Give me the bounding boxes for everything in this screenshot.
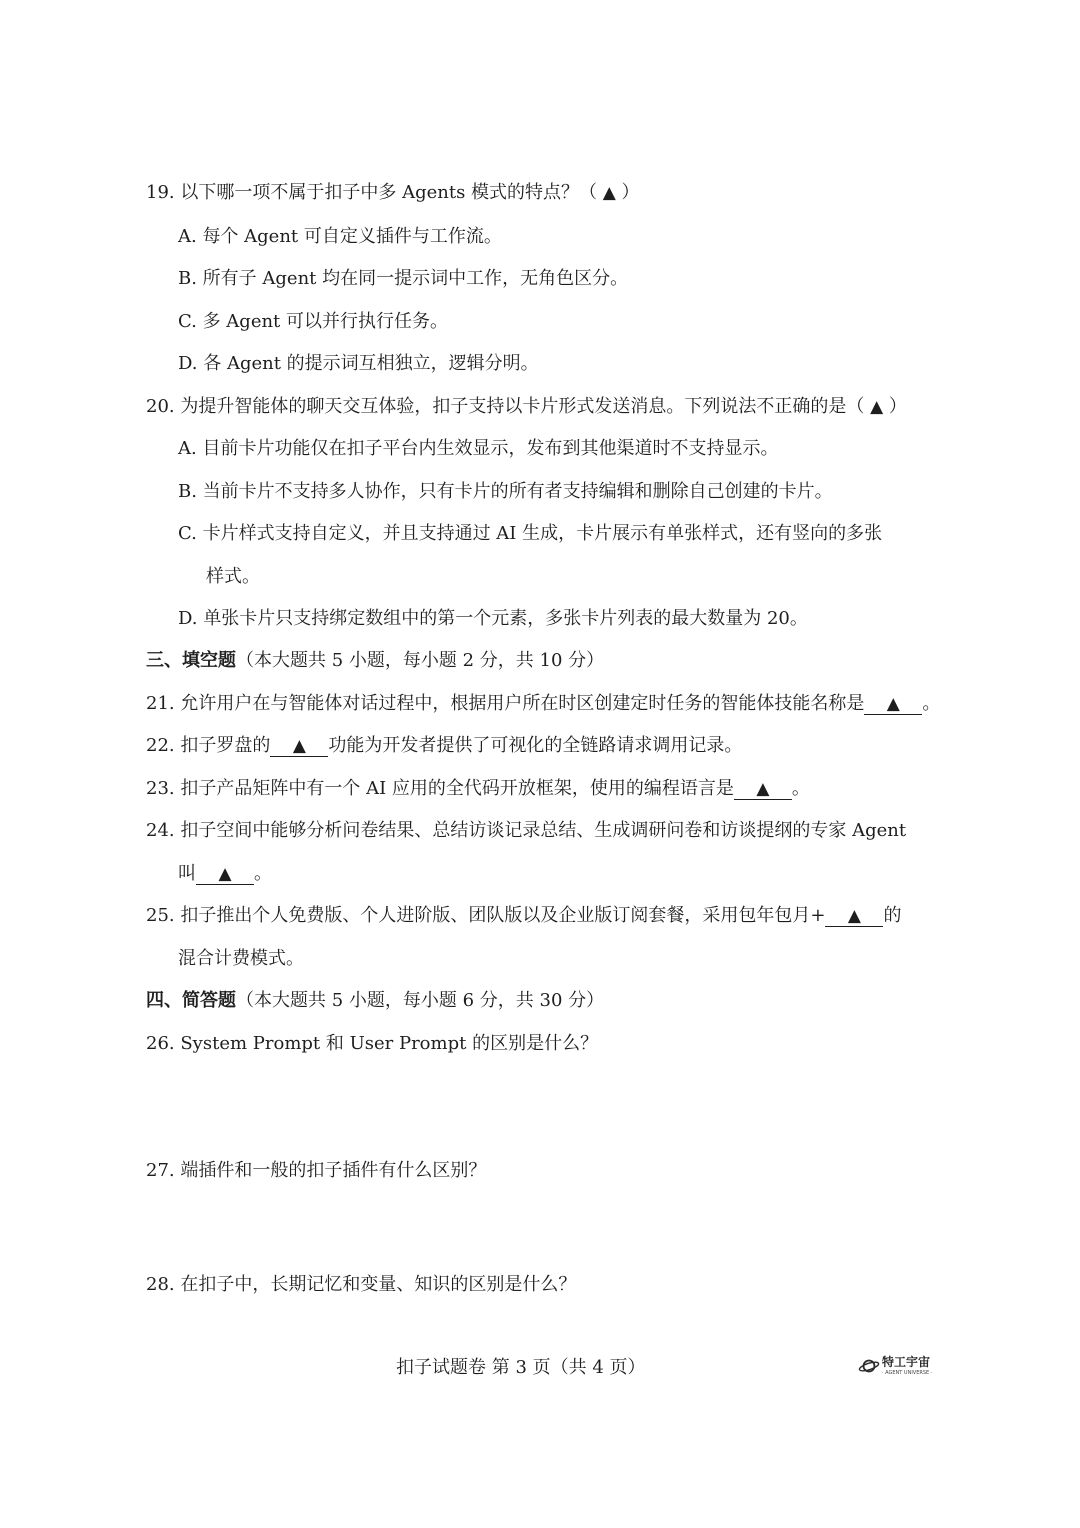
q19-option-d: D. 各 Agent 的提示词互相独立，逻辑分明。 (178, 353, 539, 374)
q20-stem (146, 395, 907, 419)
q20-option-d: D. 单张卡片只支持绑定数组中的第一个元素，多张卡片列表的最大数量为 20。 (178, 608, 808, 629)
answer-mark-icon: ▲ (756, 779, 770, 799)
section4-title: 四、简答题 (146, 990, 236, 1011)
q22-post: 功能为开发者提供了可视化的全链路请求调用记录。 (328, 735, 743, 756)
q23-blank (734, 779, 792, 800)
q23-text: 23. 扣子产品矩阵中有一个 AI 应用的全代码开放框架，使用的编程语言是 (146, 778, 734, 799)
section4-note: （本大题共 5 小题，每小题 6 分，共 30 分） (236, 990, 605, 1011)
q20-option-c-line1: C. 卡片样式支持自定义，并且支持通过 AI 生成，卡片展示有单张样式，还有竖向的多张 (178, 523, 883, 544)
answer-mark-icon: ▲ (602, 183, 616, 203)
q24-pre: 叫 (178, 863, 196, 884)
answer-mark-icon: ▲ (218, 864, 232, 884)
q21-end: 。 (922, 693, 941, 714)
logo-subtext: · AGENT UNIVERSE · (882, 1370, 933, 1376)
q23-end: 。 (791, 778, 810, 799)
q19-stem-text: 19. 以下哪一项不属于扣子中多 Agents 模式的特点？（ (146, 182, 603, 203)
q22-blank (270, 736, 328, 757)
q20-option-a: A. 目前卡片功能仅在扣子平台内生效显示，发布到其他渠道时不支持显示。 (178, 438, 779, 459)
section4-heading (146, 989, 604, 1013)
logo-text: 特工宇宙 (882, 1355, 931, 1369)
q22-pre: 22. 扣子罗盘的 (146, 735, 271, 756)
q25-blank (825, 906, 883, 927)
section3-heading (146, 649, 604, 673)
q24-line1: 24. 扣子空间中能够分析问卷结果、总结访谈记录总结、生成调研问卷和访谈提纲的专家 Agent (146, 820, 907, 841)
answer-mark-icon: ▲ (292, 736, 306, 756)
brand-logo (858, 1355, 940, 1381)
section3-title: 三、填空题 (146, 650, 236, 671)
q25-text: 25. 扣子推出个人免费版、个人进阶版、团队版以及企业版订阅套餐，采用包年包月+ (146, 905, 826, 926)
q24-end: 。 (254, 863, 272, 884)
q28: 28. 在扣子中，长期记忆和变量、知识的区别是什么？ (146, 1274, 577, 1295)
q24-blank (196, 864, 254, 885)
answer-mark-icon: ▲ (886, 694, 900, 714)
q19-option-c: C. 多 Agent 可以并行执行任务。 (178, 311, 449, 332)
q25-line2: 混合计费模式。 (178, 948, 304, 969)
q19-stem (146, 181, 640, 205)
q20-stem-end: ） (883, 396, 907, 417)
q20-stem-text: 20. 为提升智能体的聊天交互体验，扣子支持以卡片形式发送消息。下列说法不正确的是（ (146, 396, 871, 417)
q23 (146, 777, 810, 801)
q24-line2 (178, 862, 272, 886)
q22 (146, 734, 742, 758)
section3-note: （本大题共 5 小题，每小题 2 分，共 10 分） (236, 650, 605, 671)
q19-option-b: B. 所有子 Agent 均在同一提示词中工作，无角色区分。 (178, 268, 629, 289)
planet-logo-icon (858, 1357, 880, 1375)
q26: 26. System Prompt 和 User Prompt 的区别是什么？ (146, 1033, 599, 1054)
q20-option-c-line2: 样式。 (206, 566, 260, 587)
q21-text: 21. 允许用户在与智能体对话过程中，根据用户所在时区创建定时任务的智能体技能名称是 (146, 693, 865, 714)
q25-post: 的 (883, 905, 902, 926)
q25-line1 (146, 904, 901, 928)
q21-blank (864, 694, 922, 715)
q20-option-b: B. 当前卡片不支持多人协作，只有卡片的所有者支持编辑和删除自己创建的卡片。 (178, 481, 833, 502)
q19-stem-end: ） (615, 182, 640, 203)
answer-mark-icon: ▲ (847, 906, 861, 926)
q19-option-a: A. 每个 Agent 可自定义插件与工作流。 (178, 226, 502, 247)
q21 (146, 692, 940, 716)
q27: 27. 端插件和一般的扣子插件有什么区别？ (146, 1160, 487, 1181)
answer-mark-icon: ▲ (870, 397, 884, 417)
page-footer: 扣子试题卷 第 3 页（共 4 页） (396, 1357, 646, 1378)
